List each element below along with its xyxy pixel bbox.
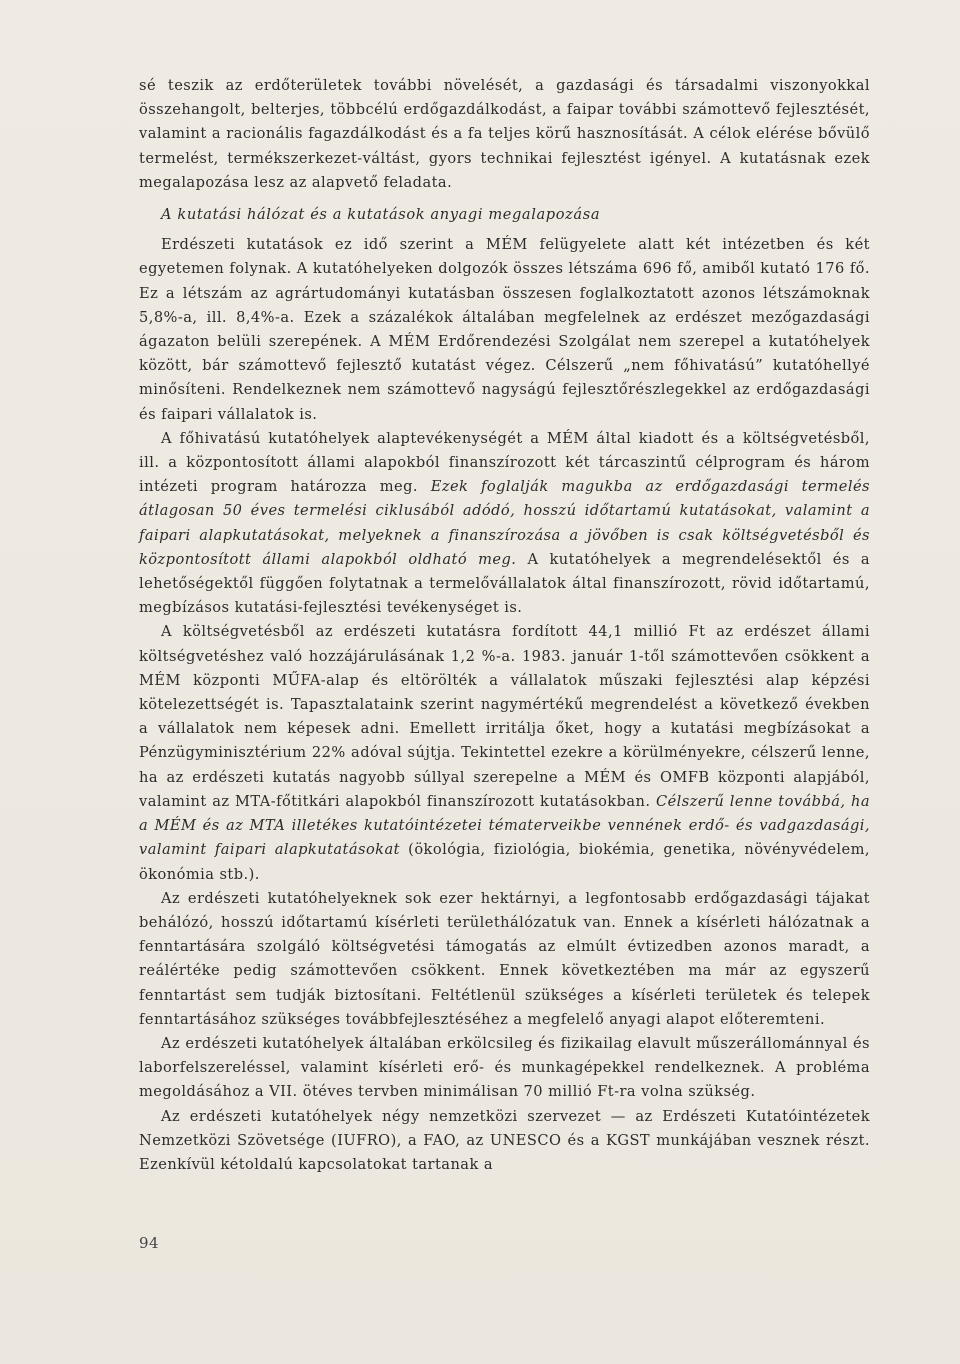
page-number: 94 [139, 1234, 160, 1252]
paragraph-3-italic: Ezek foglalják magukba az erdőgazdasági termelés átlagosan 50 éves termelési ciklusából adódó, hosszú időtartamú kutatásokat, valamint a faipari alapkutatásokat, melyeknek a finanszírozása a jövőben is csak költségvetésből és központosított állami alapokból oldható meg. [139, 478, 870, 568]
paragraph-2: Erdészeti kutatások ez idő szerint a MÉM felügyelete alatt két intézetben és két egyetemen folynak. A kutatóhelyeken dolgozók összes létszáma 696 fő, amiből kutató 176 fő. Ez a létszám az agrártudományi kutatásban összesen foglalkoztatott azonos létszámoknak 5,8%-a, ill. 8,4%-a. Ezek a százalékok általában megfelelnek az erdészet mezőgazdasági ágazaton belüli szerepének. A MÉM Erdőrendezési Szolgálat nem szerepel a kutatóhelyek között, bár számottevő fejlesztő kutatást végez. Célszerű „nem főhivatású” kutatóhellyé minősíteni. Rendelkeznek nem számottevő nagyságú fejlesztőrészlegekkel az erdőgazdasági és faipari vállalatok is. [139, 236, 870, 423]
paragraph-7: Az erdészeti kutatóhelyek négy nemzetközi szervezet — az Erdészeti Kutatóintézetek Nemzetközi Szövetsége (IUFRO), a FAO, az UNESCO és a KGST munkájában vesznek részt. Ezenkívül kétoldalú kapcsolatokat tartanak a [139, 1107, 870, 1173]
paragraph-4 [139, 620, 870, 886]
paragraph-4-text-a: A költségvetésből az erdészeti kutatásra fordított 44,1 millió Ft az erdészet állami költségvetéshez való hozzájárulásának 1,2 %-a. 1983. január 1-től számottevően csökkent a MÉM központi MŰFA-alap és eltörölték a vállalatok műszaki fejlesztési alap képzési kötelezettségét is. Tapasztalataink szerint nagymértékű megrendelést a következő években a vállalatok nem képesek adni. Emellett irritálja őket, hogy a kutatási megbízásokat a Pénzügyminisztérium 22% adóval sújtja. Tekintettel ezekre a körülményekre, célszerű lenne, ha az erdészeti kutatás nagyobb súllyal szerepelne a MÉM és OMFB központi alapjából, valamint az MTA-főtitkári alapokból finanszírozott kutatásokban. [139, 623, 870, 810]
paragraph-4-italic: Célszerű lenne továbbá, ha a MÉM és az MTA illetékes kutatóintézetei tématerveikbe vennének erdő- és vadgazdasági, valamint faipari alapkutatásokat [139, 792, 870, 859]
paragraph-3 [139, 427, 870, 621]
paragraph-3-text-a: A főhivatású kutatóhelyek alaptevékenységét a MÉM által kiadott és a költségvetésből, ill. a központosított állami alapokból finanszírozott két tárcaszintű célprogram és három intézeti program határozza meg. [139, 429, 870, 496]
section-heading: A kutatási hálózat és a kutatások anyagi megalapozása [161, 206, 601, 224]
paragraph-5: Az erdészeti kutatóhelyeknek sok ezer hektárnyi, a legfontosabb erdőgazdasági tájakat behálózó, hosszú időtartamú kísérleti területhálózatuk van. Ennek a kísérleti hálózatnak a fenntartására szolgáló költségvetési támogatás az elmúlt évtizedben azonos maradt, a reálértéke pedig számottevően csökkent. Ennek következtében ma már az egyszerű fenntartást sem tudják biztosítani. Feltétlenül szükséges a kísérleti területek és telepek fenntartásához szükséges továbbfejlesztéséhez a megfelelő anyagi alapot előteremteni. [139, 889, 870, 1028]
paragraph-3-text-c: A kutatóhelyek a megrendelésektől és a lehetőségektől függően folytatnak a termelővállalatok által finanszírozott, rövid időtartamú, megbízásos kutatási-fejlesztési tevékenységet is. [139, 550, 871, 617]
paragraph-1: sé teszik az erdőterületek további növelését, a gazdasági és társadalmi viszonyokkal összehangolt, belterjes, többcélú erdőgazdálkodást, a faipar további számottevő fejlesztését, valamint a racionális fagazdálkodást és a fa teljes körű hasznosítását. A célok elérése bővülő termelést, termékszerkezet-váltást, gyors technikai fejlesztést igényel. A kutatásnak ezek megalapozása lesz az alapvető feladata. [139, 77, 870, 191]
paragraph-6: Az erdészeti kutatóhelyek általában erkölcsileg és fizikailag elavult műszerállománnyal és laborfelszereléssel, valamint kísérleti erő- és munkagépekkel rendelkeznek. A probléma megoldásához a VII. ötéves tervben minimálisan 70 millió Ft-ra volna szükség. [139, 1034, 870, 1101]
paragraph-4-text-c: (ökológia, fiziológia, biokémia, genetika, növényvédelem, ökonómia stb.). [139, 841, 871, 883]
body-text [139, 74, 870, 1177]
